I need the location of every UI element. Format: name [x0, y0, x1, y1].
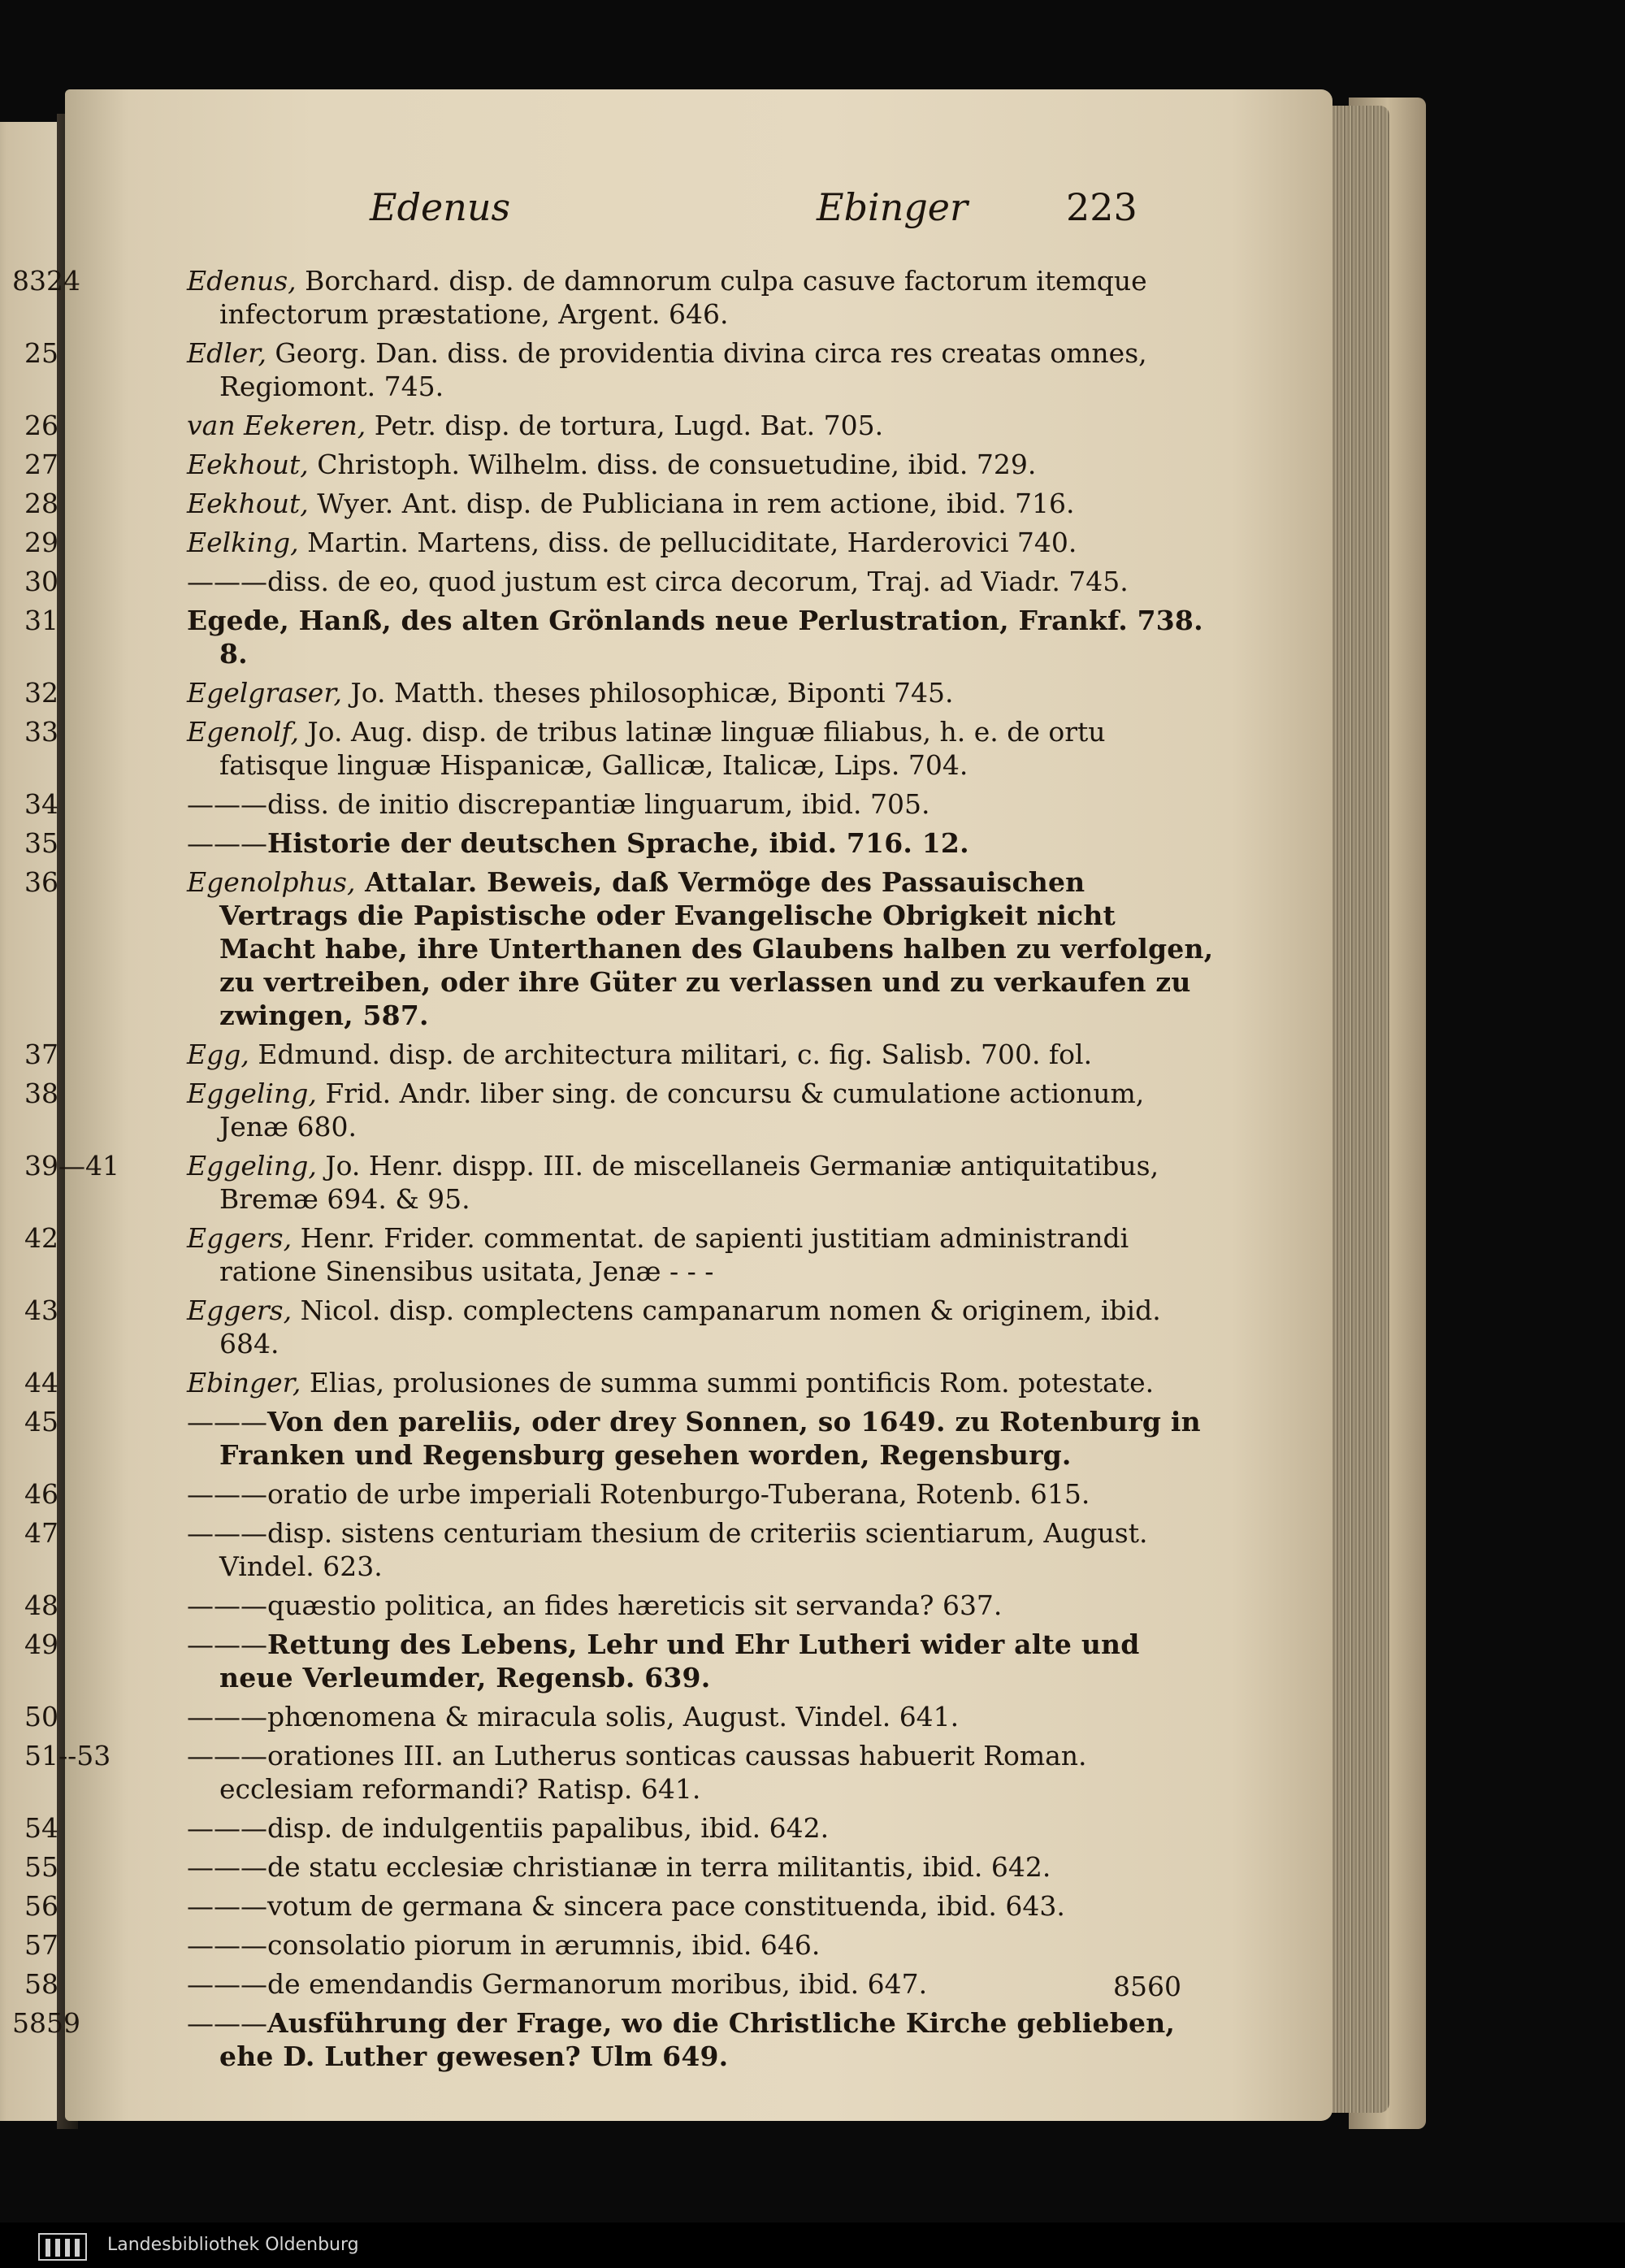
entry-text: orationes III. an Lutherus sonticas caussas habuerit Roman. ecclesiam reformandi? Ratisp. 641.: [219, 1740, 1087, 1805]
entry-number: 57: [24, 1929, 58, 1961]
entry-text: de statu ecclesiæ christianæ in terra militantis, ibid. 642.: [267, 1851, 1051, 1883]
ditto-dash: ———: [187, 1517, 267, 1549]
author-name: Ebinger,: [187, 1367, 301, 1399]
ditto-dash: ———: [187, 1740, 267, 1771]
author-name: Egenolphus,: [187, 866, 356, 898]
author-name: Edler,: [187, 337, 266, 369]
entry-text: phœnomena & miracula solis, August. Vindel. 641.: [267, 1701, 960, 1732]
entry-text: diss. de eo, quod justum est circa decorum, Traj. ad Viadr. 745.: [267, 566, 1129, 597]
entry-number: 38: [24, 1078, 58, 1109]
entry-number: 8324: [12, 265, 80, 297]
entry-text: Christoph. Wilhelm. diss. de consuetudine, ibid. 729.: [308, 449, 1037, 480]
entry-text: Borchard. disp. de damnorum culpa casuve factorum itemque infectorum præstatione, Argent. 646.: [219, 265, 1147, 330]
entry-number: 35: [24, 827, 58, 859]
entry-text: Frid. Andr. liber sing. de concursu & cumulatione actionum, Jenæ 680.: [219, 1078, 1145, 1143]
running-head-left: Edenus: [370, 185, 511, 229]
bibliography-entry: [24, 1149, 1219, 1216]
entry-text: Georg. Dan. diss. de providentia divina circa res creatas omnes, Regiomont. 745.: [219, 337, 1147, 402]
entry-text: Nicol. disp. complectens campanarum nomen & originem, ibid. 684.: [219, 1294, 1161, 1359]
entry-text: votum de germana & sincera pace constituenda, ibid. 643.: [267, 1890, 1065, 1922]
author-name: Edenus,: [187, 265, 297, 297]
entry-number: 55: [24, 1851, 58, 1883]
ditto-dash: ———: [187, 1890, 267, 1922]
entry-text: Jo. Aug. disp. de tribus latinæ linguæ filiabus, h. e. de ortu fatisque linguæ Hispanicæ, Gallicæ, Italicæ, Lips. 704.: [219, 716, 1106, 781]
entry-text: consolatio piorum in ærumnis, ibid. 646.: [267, 1929, 821, 1961]
entry-number: 36: [24, 866, 58, 898]
entry-text: Attalar. Beweis, daß Vermöge des Passauischen Vertrags die Papistische oder Evangelische Obrigkeit nicht Macht habe, ihre Unterthanen des Glaubens halben zu verfolgen, zu vertreiben, oder ihre Güter zu verlassen und zu verkaufen zu zwingen, 587.: [219, 866, 1214, 1031]
page-number: 223: [1066, 185, 1138, 229]
bibliography-entry: [24, 1700, 1219, 1733]
bibliography-entry: [24, 1811, 1219, 1845]
bibliography-entry: [24, 487, 1219, 520]
author-name: Eelking,: [187, 527, 299, 558]
author-name: Eekhout,: [187, 488, 309, 519]
bibliography-entry: [24, 448, 1219, 481]
bibliography-entry: [12, 2006, 1219, 2073]
entry-number: 37: [24, 1039, 58, 1070]
entry-number: 39—41: [24, 1150, 119, 1182]
ditto-dash: ———: [187, 1701, 267, 1732]
entry-number: 45: [24, 1406, 58, 1438]
entry-list: [12, 264, 1219, 2079]
bibliography-entry: [24, 1477, 1219, 1511]
entry-number: 54: [24, 1812, 58, 1844]
footer-bar: [0, 2222, 1625, 2268]
entry-number: 34: [24, 788, 58, 820]
entry-text: Elias, prolusiones de summa summi pontificis Rom. potestate.: [301, 1367, 1155, 1399]
author-name: van Eekeren,: [187, 410, 366, 441]
bibliography-entry: [24, 1405, 1219, 1472]
ditto-dash: ———: [187, 1628, 267, 1660]
bibliography-entry: [24, 526, 1219, 559]
library-building-icon: [37, 2229, 88, 2261]
bibliography-entry: [24, 336, 1219, 403]
ditto-dash: ———: [187, 827, 267, 859]
entry-number: 47: [24, 1517, 58, 1549]
ditto-dash: ———: [187, 1851, 267, 1883]
entry-text: Wyer. Ant. disp. de Publiciana in rem actione, ibid. 716.: [308, 488, 1075, 519]
entry-text: Jo. Henr. dispp. III. de miscellaneis Germaniæ antiquitatibus, Bremæ 694. & 95.: [219, 1150, 1159, 1215]
author-name: Eggeling,: [187, 1150, 317, 1182]
entry-number: 32: [24, 677, 58, 709]
bibliography-entry: [24, 1038, 1219, 1071]
entry-text: Henr. Frider. commentat. de sapienti justitiam administrandi ratione Sinensibus usitata, Jenæ - - -: [219, 1222, 1129, 1287]
entry-number: 26: [24, 410, 58, 441]
entry-number: 28: [24, 488, 58, 519]
ditto-dash: ———: [187, 2007, 267, 2039]
bibliography-entry: [24, 565, 1219, 598]
bibliography-entry: [24, 1516, 1219, 1583]
entry-number: 48: [24, 1589, 58, 1621]
entry-number: 49: [24, 1628, 58, 1660]
entry-number: 43: [24, 1294, 58, 1326]
entry-number: 27: [24, 449, 58, 480]
bibliography-entry: [24, 604, 1219, 670]
author-name: Eekhout,: [187, 449, 309, 480]
entry-text: diss. de initio discrepantiæ linguarum, ibid. 705.: [267, 788, 930, 820]
entry-text: quæstio politica, an fides hæreticis sit servanda? 637.: [267, 1589, 1003, 1621]
entry-number: 46: [24, 1478, 58, 1510]
bibliography-entry: [24, 865, 1219, 1032]
ditto-dash: ———: [187, 1812, 267, 1844]
bibliography-entry: [24, 1589, 1219, 1622]
bibliography-entry: [24, 1628, 1219, 1694]
ditto-dash: ———: [187, 1929, 267, 1961]
author-name: Egelgraser,: [187, 677, 342, 709]
entry-number: 50: [24, 1701, 58, 1732]
author-name: Eggers,: [187, 1294, 292, 1326]
entry-text: de emendandis Germanorum moribus, ibid. 647.: [267, 1968, 928, 2000]
author-name: Eggeling,: [187, 1078, 317, 1109]
bibliography-entry: [24, 1928, 1219, 1962]
bibliography-entry: [24, 715, 1219, 782]
entry-text: Edmund. disp. de architectura militari, c. fig. Salisb. 700. fol.: [249, 1039, 1093, 1070]
entry-number: 29: [24, 527, 58, 558]
catchword: 8560: [1113, 1971, 1181, 2002]
bibliography-entry: [12, 264, 1219, 331]
author-name: Egg,: [187, 1039, 249, 1070]
entry-text: Ausführung der Frage, wo die Christliche Kirche geblieben, ehe D. Luther gewesen? Ulm 649.: [219, 2007, 1176, 2072]
bibliography-entry: [24, 787, 1219, 821]
entry-number: 31: [24, 605, 58, 636]
entry-number: 25: [24, 337, 58, 369]
bibliography-entry: [24, 1967, 1219, 2001]
entry-number: 30: [24, 566, 58, 597]
bibliography-entry: [24, 676, 1219, 709]
entry-number: 42: [24, 1222, 58, 1254]
author-name: Egenolf,: [187, 716, 299, 748]
bibliography-entry: [24, 1294, 1219, 1360]
entry-text: Egede, Hanß, des alten Grönlands neue Perlustration, Frankf. 738. 8.: [187, 605, 1203, 670]
ditto-dash: ———: [187, 1406, 267, 1438]
running-head-center: Ebinger: [817, 185, 968, 229]
entry-text: Rettung des Lebens, Lehr und Ehr Lutheri wider alte und neue Verleumder, Regensb. 639.: [219, 1628, 1140, 1693]
entry-number: 51--53: [24, 1740, 111, 1771]
entry-number: 44: [24, 1367, 58, 1399]
bibliography-entry: [24, 1850, 1219, 1884]
entry-text: Jo. Matth. theses philosophicæ, Biponti 745.: [341, 677, 954, 709]
bibliography-entry: [24, 1077, 1219, 1143]
ditto-dash: ———: [187, 788, 267, 820]
ditto-dash: ———: [187, 566, 267, 597]
entry-text: disp. de indulgentiis papalibus, ibid. 642.: [267, 1812, 830, 1844]
entry-text: Historie der deutschen Sprache, ibid. 716. 12.: [267, 827, 969, 859]
entry-text: Martin. Martens, diss. de pelluciditate, Harderovici 740.: [298, 527, 1077, 558]
bibliography-entry: [24, 826, 1219, 860]
bibliography-entry: [24, 1366, 1219, 1399]
ditto-dash: ———: [187, 1478, 267, 1510]
entry-text: oratio de urbe imperiali Rotenburgo-Tuberana, Rotenb. 615.: [267, 1478, 1090, 1510]
ditto-dash: ———: [187, 1589, 267, 1621]
library-name: Landesbibliothek Oldenburg: [107, 2235, 359, 2255]
ditto-dash: ———: [187, 1968, 267, 2000]
entry-text: disp. sistens centuriam thesium de criteriis scientiarum, August. Vindel. 623.: [219, 1517, 1148, 1582]
entry-number: 33: [24, 716, 58, 748]
entry-text: Petr. disp. de tortura, Lugd. Bat. 705.: [366, 410, 884, 441]
bibliography-entry: [24, 1739, 1219, 1806]
bibliography-entry: [24, 1221, 1219, 1288]
entry-number: 56: [24, 1890, 58, 1922]
author-name: Eggers,: [187, 1222, 292, 1254]
bibliography-entry: [24, 409, 1219, 442]
entry-number: 5859: [12, 2007, 80, 2039]
entry-number: 58: [24, 1968, 58, 2000]
bibliography-entry: [24, 1889, 1219, 1923]
entry-text: Von den pareliis, oder drey Sonnen, so 1649. zu Rotenburg in Franken und Regensburg gesehen worden, Regensburg.: [219, 1406, 1201, 1471]
